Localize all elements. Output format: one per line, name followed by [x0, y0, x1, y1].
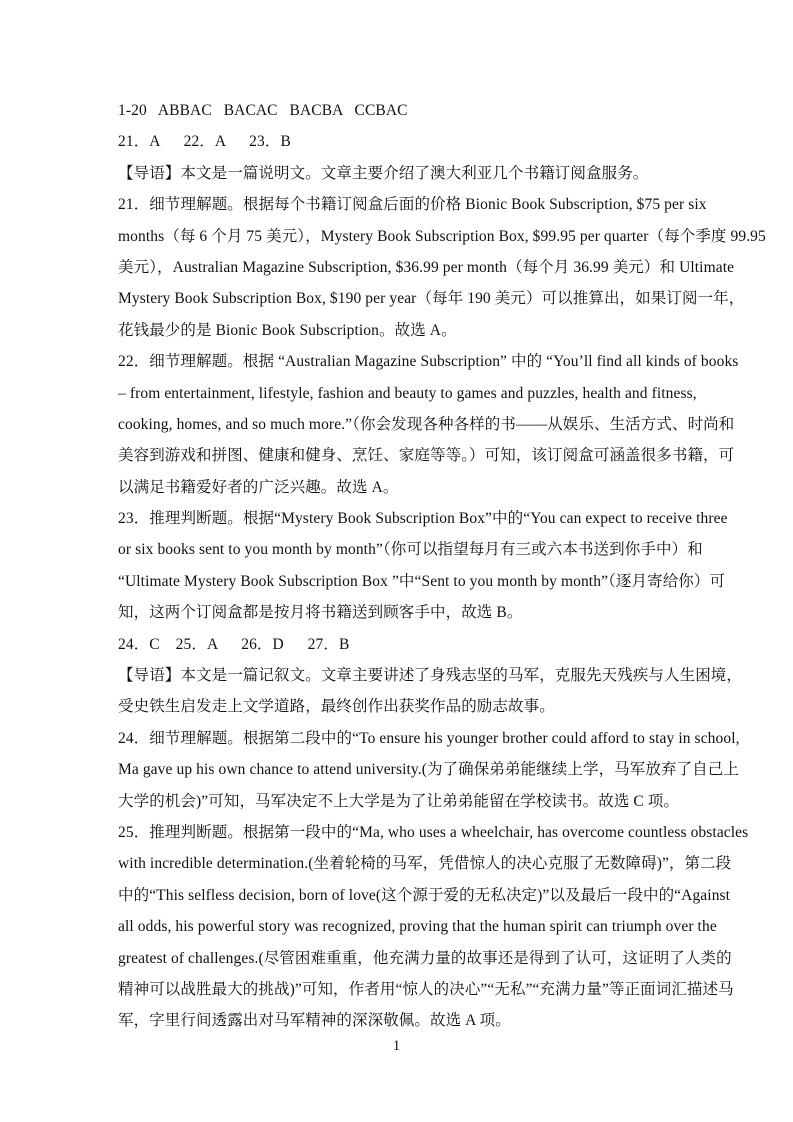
- explanation-25-line: all odds, his powerful story was recognized, proving that the human spirit can triumph over the: [118, 918, 717, 936]
- explanation-question-21: [118, 189, 766, 346]
- document-content: [118, 95, 766, 1037]
- explanation-24-line: 大学的机会)”可知，马军决定不上大学是为了让弟弟能留在学校读书。故选 C 项。: [118, 792, 680, 810]
- explanation-25-line: 精神可以战胜最大的挑战)”可知，作者用“惊人的决心”“无私”“充满力量”等正面词汇描述马: [118, 980, 734, 998]
- explanation-question-23: [118, 503, 728, 629]
- explanation-question-22: [118, 346, 739, 503]
- explanation-question-24: [118, 723, 740, 817]
- explanation-23-line: 知，这两个订阅盒都是按月将书籍送到顾客手中，故选 B。: [118, 604, 523, 622]
- intro-passage-2-line: 【导语】本文是一篇记叙文。文章主要讲述了身残志坚的马军，克服先天残疾与人生困境，: [118, 667, 743, 685]
- explanation-23-line: “Ultimate Mystery Book Subscription Box ”中“Sent to you month by month”（逐月寄给你）可: [118, 572, 726, 590]
- explanation-25-line: 军，字里行间透露出对马军精神的深深敬佩。故选 A 项。: [118, 1012, 511, 1030]
- answers-21-23: 21．A 22．A 23．B: [118, 133, 291, 151]
- explanation-25-line: 中的“This selfless decision, born of love(这个源于爱的无私决定)”以及最后一段中的“Against: [118, 886, 731, 904]
- intro-passage-2: [118, 660, 743, 723]
- explanation-23-line: 23．推理判断题。根据“Mystery Book Subscription Box”中的“You can expect to receive three: [118, 510, 728, 528]
- explanation-25-line: greatest of challenges.(尽管困难重重，他充满力量的故事还是得到了认可，这证明了人类的: [118, 949, 732, 967]
- explanation-22-line: 美容到游戏和拼图、健康和健身、烹饪、家庭等等。）可知，该订阅盒可涵盖很多书籍，可: [118, 447, 735, 465]
- explanation-question-25: [118, 817, 749, 1037]
- explanation-21-line: 美元），Australian Magazine Subscription, $36.99 per month（每个月 36.99 美元）和 Ultimate: [118, 258, 735, 276]
- explanation-22-line: 22．细节理解题。根据 “Australian Magazine Subscription” 中的 “You’ll find all kinds of books: [118, 353, 739, 371]
- page-number: 1: [392, 1038, 401, 1054]
- explanation-21-line: Mystery Book Subscription Box, $190 per year（每年 190 美元）可以推算出，如果订阅一年，: [118, 290, 745, 308]
- answers-24-27: 24．C 25．A 26．D 27．B: [118, 635, 350, 653]
- explanation-24-line: Ma gave up his own chance to attend university.(为了确保弟弟能继续上学，马军放弃了自己上: [118, 761, 739, 779]
- intro-passage-2-line: 受史铁生启发走上文学道路，最终创作出获奖作品的励志故事。: [118, 698, 555, 716]
- explanation-24-line: 24．细节理解题。根据第二段中的“To ensure his younger brother could afford to stay in school,: [118, 729, 740, 747]
- explanation-22-line: 以满足书籍爱好者的广泛兴趣。故选 A。: [118, 478, 399, 496]
- explanation-22-line: cooking, homes, and so much more.”（你会发现各种各样的书——从娱乐、生活方式、时尚和: [118, 415, 735, 433]
- intro-passage-1: 【导语】本文是一篇说明文。文章主要介绍了澳大利亚几个书籍订阅盒服务。: [118, 164, 649, 182]
- answers-1-20: 1-20 ABBAC BACAC BACBA CCBAC: [118, 102, 408, 119]
- explanation-22-line: – from entertainment, lifestyle, fashion and beauty to games and puzzles, health and fitness,: [118, 384, 697, 402]
- explanation-21-line: 21．细节理解题。根据每个书籍订阅盒后面的价格 Bionic Book Subscription, $75 per six: [118, 196, 707, 214]
- explanation-25-line: 25．推理判断题。根据第一段中的“Ma, who uses a wheelchair, has overcome countless obstacles: [118, 823, 749, 841]
- explanation-21-line: months（每 6 个月 75 美元），Mystery Book Subscription Box, $99.95 per quarter（每个季度 99.95: [118, 227, 766, 245]
- explanation-21-line: 花钱最少的是 Bionic Book Subscription。故选 A。: [118, 321, 457, 339]
- explanation-23-line: or six books sent to you month by month”（你可以指望每月有三或六本书送到你手中）和: [118, 541, 703, 559]
- explanation-25-line: with incredible determination.(坐着轮椅的马军，凭借惊人的决心克服了无数障碍)”，第二段: [118, 855, 732, 873]
